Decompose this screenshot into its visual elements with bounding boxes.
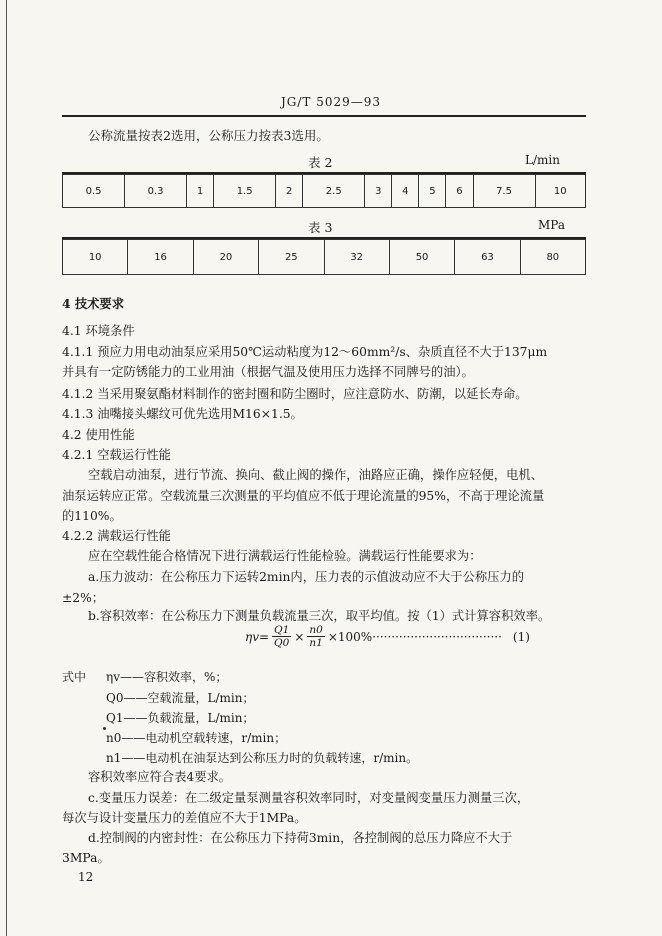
equation-number: (1) bbox=[512, 629, 530, 644]
def-n0: n0——电动机空载转速，r/min； bbox=[106, 731, 287, 745]
def-q0: Q0——空载流量，L/min； bbox=[106, 691, 255, 705]
efficiency-formula bbox=[245, 624, 530, 649]
section-4-heading: 4 技术要求 bbox=[62, 296, 125, 311]
table2-cell: 1 bbox=[187, 175, 214, 208]
standard-code-header: JG/T 5029—93 bbox=[280, 95, 382, 109]
formula-times: × bbox=[294, 629, 305, 644]
formula-q1: Q1 bbox=[274, 624, 290, 636]
formula-q0: Q0 bbox=[274, 637, 290, 649]
table3-cell: 80 bbox=[520, 240, 585, 275]
table2-cell: 1.5 bbox=[214, 175, 276, 208]
formula-n0: n0 bbox=[309, 624, 323, 636]
where-label: 式中 bbox=[62, 670, 87, 684]
item-d-line2: 3MPa。 bbox=[62, 851, 110, 865]
table2-cell: 3 bbox=[365, 175, 392, 208]
table2-caption: 表 2 bbox=[308, 155, 333, 170]
item-b: b.容积效率：在公称压力下测量负载流量三次，取平均值。按（1）式计算容积效率。 bbox=[88, 609, 551, 623]
table2-cell: 4 bbox=[392, 175, 419, 208]
formula-n1: n1 bbox=[309, 637, 323, 649]
table3-cell: 32 bbox=[324, 240, 389, 275]
table2-cell: 5 bbox=[419, 175, 446, 208]
clause-4-1-1: 4.1.1 预应力用电动油泵应采用50℃运动粘度为12～60mm²/s、杂质直径不大于137μm bbox=[62, 345, 548, 359]
efficiency-note: 容积效率应符合表4要求。 bbox=[88, 770, 232, 784]
item-a-line2: ±2%； bbox=[62, 591, 105, 605]
table3-cell: 20 bbox=[193, 240, 258, 275]
formula-tail: ×100%·································· bbox=[327, 629, 502, 644]
section-4-2-heading: 4.2 使用性能 bbox=[62, 428, 135, 442]
clause-4-2-1-line1: 空载启动油泵，进行节流、换向、截止阀的操作，油路应正确，操作应轻便，电机、 bbox=[88, 468, 543, 482]
formula-fraction-q bbox=[272, 624, 291, 649]
item-c-line1: c.变量压力误差：在二级定量泵测量容积效率同时，对变量阀变量压力测量三次， bbox=[88, 791, 530, 805]
table2-cell: 0.5 bbox=[63, 175, 125, 208]
table3-cell: 25 bbox=[259, 240, 324, 275]
table3-cell: 50 bbox=[389, 240, 454, 275]
clause-4-2-1-line2: 油泵运转应正常。空载流量三次测量的平均值应不低于理论流量的95%，不高于理论流量 bbox=[62, 489, 545, 503]
clause-4-1-2: 4.1.2 当采用聚氨酯材料制作的密封圈和防尘圈时，应注意防水、防潮，以延长寿命。 bbox=[62, 387, 528, 401]
page-edge-line bbox=[6, 0, 7, 936]
def-n1: n1——电动机在油泵达到公称压力时的负载转速，r/min。 bbox=[106, 751, 419, 765]
intro-text: 公称流量按表2选用，公称压力按表3选用。 bbox=[88, 128, 329, 143]
clause-4-2-2-intro: 应在空载性能合格情况下进行满载运行性能检验。满载运行性能要求为： bbox=[88, 549, 482, 563]
table2-cell: 10 bbox=[535, 175, 585, 208]
item-c-line2: 每次与设计变量压力的差值应不大于1MPa。 bbox=[62, 811, 307, 825]
def-eta: ηv——容积效率，%； bbox=[106, 670, 228, 684]
formula-lhs: ηv= bbox=[245, 629, 270, 644]
table2-row bbox=[63, 175, 586, 208]
table3-cell: 63 bbox=[455, 240, 520, 275]
table3-row bbox=[63, 240, 586, 275]
page-number: 12 bbox=[78, 870, 94, 884]
table2 bbox=[62, 174, 586, 208]
table3-caption: 表 3 bbox=[308, 220, 333, 235]
table2-unit: L/min bbox=[525, 153, 560, 167]
table3-cell: 10 bbox=[63, 240, 128, 275]
item-d-line1: d.控制阀的内密封性：在公称压力下持荷3min，各控制阀的总压力降应不大于 bbox=[88, 831, 513, 845]
header-rule bbox=[62, 115, 586, 117]
section-4-2-1-heading: 4.2.1 空载运行性能 bbox=[62, 448, 171, 462]
clause-4-1-1-cont: 并具有一定防锈能力的工业用油（根据气温及使用压力选择不同牌号的油）。 bbox=[62, 365, 474, 379]
table2-cell: 2 bbox=[276, 175, 303, 208]
formula-fraction-n bbox=[307, 624, 324, 649]
clause-4-1-3: 4.1.3 油嘴接头螺纹可优先选用M16×1.5。 bbox=[62, 407, 303, 421]
section-4-1-heading: 4.1 环境条件 bbox=[62, 324, 135, 338]
table2-cell: 2.5 bbox=[303, 175, 365, 208]
clause-4-2-1-line3: 的110%。 bbox=[62, 509, 122, 523]
table3-unit: MPa bbox=[538, 218, 565, 232]
table3 bbox=[62, 239, 586, 275]
table2-cell: 0.3 bbox=[125, 175, 187, 208]
table3-cell: 16 bbox=[128, 240, 193, 275]
section-4-2-2-heading: 4.2.2 满载运行性能 bbox=[62, 529, 171, 543]
table2-cell: 6 bbox=[446, 175, 473, 208]
table2-cell: 7.5 bbox=[473, 175, 535, 208]
item-a-line1: a.压力波动：在公称压力下运转2min内，压力表的示值波动应不大于公称压力的 bbox=[88, 570, 525, 584]
def-q1: Q1——负载流量，L/min； bbox=[106, 711, 255, 725]
